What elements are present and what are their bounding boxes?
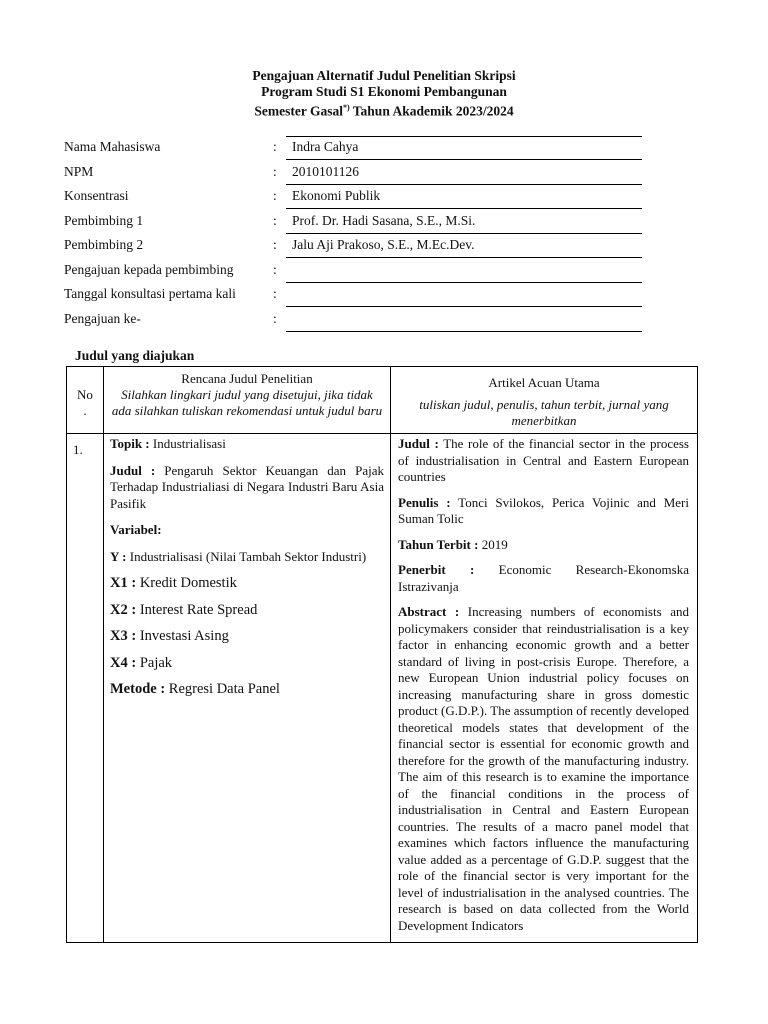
- field-konsentrasi[interactable]: Ekonomi Publik: [286, 188, 642, 209]
- label-pengajuan-kepada: Pengajuan kepada pembimbing: [64, 261, 234, 277]
- variabel-x3: X3 : Investasi Asing: [110, 628, 229, 644]
- rencana-judul-cell[interactable]: [104, 434, 391, 943]
- field-pembimbing-2[interactable]: Jalu Aji Prakoso, S.E., M.Ec.Dev.: [286, 237, 642, 258]
- header-artikel-note: tuliskan judul, penulis, tahun terbit, jurnal yang menerbitkan: [419, 397, 669, 428]
- row-number: 1.: [67, 434, 104, 943]
- header-semester: Semester Gasal*) Tahun Akademik 2023/2024: [254, 103, 514, 119]
- row-nama: [64, 136, 644, 161]
- field-npm[interactable]: 2010101126: [286, 164, 642, 185]
- artikel-penerbit: Penerbit : Economic Research-Ekonomska Istrazivanja: [398, 562, 690, 594]
- label-pengajuan-ke: Pengajuan ke-: [64, 310, 141, 326]
- artikel-penulis: Penulis : Tonci Svilokos, Perica Vojinic and Meri Suman Tolic: [398, 494, 689, 526]
- metode: Metode : Regresi Data Panel: [110, 681, 280, 697]
- label-tanggal-konsultasi: Tanggal konsultasi pertama kali: [64, 286, 236, 301]
- colon: :: [273, 310, 277, 326]
- student-info-form: [64, 136, 644, 332]
- header-title: Pengajuan Alternatif Judul Penelitian Skripsi: [252, 68, 516, 83]
- row-konsentrasi: [64, 185, 644, 210]
- row-pembimbing-1: [64, 210, 644, 235]
- variabel-y: Y : Industrialisasi (Nilai Tambah Sektor Industri): [110, 548, 367, 564]
- label-pembimbing-2: Pembimbing 2: [64, 237, 144, 252]
- variabel-x2: X2 : Interest Rate Spread: [110, 601, 258, 618]
- field-pengajuan-ke[interactable]: [286, 311, 642, 332]
- row-pengajuan-ke: [64, 308, 644, 333]
- judul: Judul : Pengaruh Sektor Keuangan dan Pajak Terhadap Industrialiasi di Negara Industri Baru Asia Pasifik: [110, 462, 384, 511]
- row-pembimbing-2: [64, 234, 644, 259]
- row-pengajuan-kepada: [64, 259, 644, 284]
- colon: :: [273, 139, 277, 154]
- field-tanggal-konsultasi[interactable]: [286, 286, 642, 307]
- topik: Topik : Industrialisasi: [110, 436, 226, 451]
- colon: :: [273, 212, 277, 228]
- header-artikel-title: Artikel Acuan Utama: [488, 375, 600, 390]
- artikel-abstract: Abstract : Increasing numbers of economists and policymakers consider that reindustrialisation is a key factor in enhancing economic growth and a better standard of living in post-crisis Europe. Therefore, a new European Union industrial policy focuses on increasing manufacturing share in gross domestic product (G.D.P.). The assumption of recently developed theoretical models states that development of the financial sector is essential for economic growth and therefore for the growth of the manufacturing industry. The aim of this research is to examine the importance of the financial conditions in the process of industrialisation in Central and Eastern European countries. The results of a macro panel model that examines which factors influence the manufacturing value added as a percentage of G.D.P. suggest that the role of the financial sector is very important for the level of industrialisation in the analysed countries. The research is based on data collected from the World Development Indicators: [398, 604, 689, 933]
- header-artikel-acuan: [391, 367, 698, 434]
- field-pengajuan-kepada[interactable]: [286, 262, 642, 283]
- table-header-row: [67, 367, 698, 434]
- section-title: Judul yang diajukan: [75, 348, 195, 363]
- label-npm: NPM: [64, 163, 94, 179]
- row-npm: [64, 161, 644, 186]
- artikel-tahun: Tahun Terbit : 2019: [398, 536, 508, 552]
- row-tanggal-konsultasi: [64, 283, 644, 308]
- colon: :: [273, 188, 277, 203]
- label-nama: Nama Mahasiswa: [64, 139, 161, 154]
- header-program: Program Studi S1 Ekonomi Pembangunan: [261, 84, 507, 99]
- field-pembimbing-1[interactable]: Prof. Dr. Hadi Sasana, S.E., M.Si.: [286, 213, 642, 234]
- header-rencana-title: Rencana Judul Penelitian: [181, 371, 313, 386]
- table-row: [67, 434, 698, 943]
- field-nama[interactable]: Indra Cahya: [286, 139, 642, 160]
- header-no: No .: [67, 367, 104, 434]
- title-proposal-table: [66, 366, 698, 943]
- colon: :: [273, 237, 277, 252]
- document-header: [0, 68, 768, 120]
- variabel-heading: Variabel:: [110, 522, 162, 537]
- label-pembimbing-1: Pembimbing 1: [64, 212, 144, 228]
- colon: :: [273, 261, 277, 277]
- header-rencana-note: Silahkan lingkari judul yang disetujui, jika tidak ada silahkan tuliskan rekomendasi untuk judul baru: [111, 387, 383, 418]
- header-rencana-judul: [104, 367, 391, 434]
- artikel-judul: Judul : The role of the financial sector in the process of industrialisation in Central and Eastern European countries: [398, 436, 689, 484]
- variabel-x1: X1 : Kredit Domestik: [110, 575, 237, 591]
- artikel-acuan-cell: [391, 434, 698, 943]
- footnote-marker: *): [342, 103, 350, 112]
- colon: :: [273, 286, 277, 301]
- colon: :: [273, 163, 277, 179]
- label-konsentrasi: Konsentrasi: [64, 188, 129, 203]
- variabel-x4: X4 : Pajak: [110, 654, 173, 671]
